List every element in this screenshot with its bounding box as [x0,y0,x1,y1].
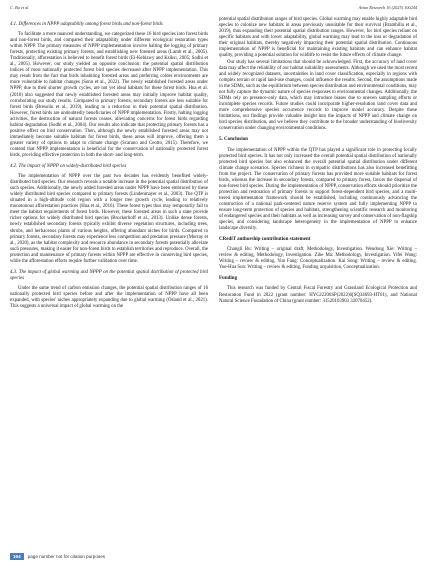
credit-statement: Changli Bu: Writing – original draft, Methodology, Investigation. Wendong Xie: Writing – review & editing, Methodology, Investigation. Zihe Ma: Methodology, Investigation. Yifei Wang: Writing – review & editing. Yun Fang: Conceptualization. Kai Song: Writing – review & editing. Yue-Hua Sun: Writing – review & editing, Funding acquisition, Conceptualization. [219,247,417,271]
section-4-1-heading: 4.1. Differences in NPPP adaptability among forest birds and non-forest birds [10,22,163,27]
left-column [10,17,208,311]
footer-note: page number not for citation purposes [27,554,106,559]
credit-heading: CRediT authorship contribution statement [219,237,311,243]
paragraph: Under the same trend of carbon emission changes, the potential spatial distribution ranges of 16 nationally protected bird species before and after the implementation of NPPP have all been expanded, with species' niches appropriately expanding due to global warming (Osland et al., 2021). This suggests a universal impact of global warming on the [10,285,208,310]
funding-statement: This research was funded by Central Fiscal Forestry and Grassland Ecological Protection and Restoration Fund in 2022 (grant number: HYGJ2206SP(2022)6[SQ34693-HT01), and National Natural Science Foundation of China (grant number: 31520103903 32070452). [219,286,417,304]
running-header-journal: Avian Research 16 (2025) 100244 [358,5,417,10]
paragraph: The implementation of NPPP within the QTP has played a significant role in protecting locally protected bird species. It has not only increased the overall potential spatial distribution of nationally protected bird species but also enhanced the overall potential spatial distribution under different climate change scenarios. Species richness in sympatric distributions has also increased benefitting from the project. The conservation of primary forests has provided more suitable habitats for forest birds, whereas the increase in secondary forests, compared to primary forest, favors the dispersal of non-forest bird species. During the implementation of NPPP, conservation efforts should prioritize the protection and restoration of primary forests to support forest-dependent bird species, and a multi-tiered implementation framework should be established, including continuously advancing the construction of a national park-centered nature reserve system and fully implementing NPPP to ensure long-term protection of species and habitats, strengthening scientific research and monitoring of endangered species and their habitats as well as increasing survey and conservation of non-flagship species, and considering landscape heterogeneity in the implementation of NPPP to enhance landscape diversity. [219,147,417,232]
running-header-authors: C. Bu et al. [10,5,30,10]
paragraph: potential spatial distribution ranges of bird species. Global warming may enable highly adaptable bird species to colonize new habitats in areas previously unsuitable for their survival (Brambilla et al., 2019), thus expanding their potential spatial distribution ranges. However, for bird species reliant on specific habitats and with lower adaptability, global warming may lead to the loss or degradation of their original habitats, thereby negatively impacting their potential spatial distribution. Continuous implementation of NPPP is beneficial for maintaining existing habitats and can enhance habitat quality, providing a potential solution for wildlife to resist the future effects of climate change. [219,17,417,59]
paragraph: Our study has several limitations that should be acknowledged. First, the accuracy of land cover data may affect the reliability of our habitat suitability assessments. Although we used the most recent and widely recognized datasets, uncertainties in land cover classification, especially in regions with complex terrain or rapid land-use changes, could influence the results. Second, the assumptions made in the SDMs, such as the equilibrium between species distribution and environmental conditions, may not fully capture the dynamic nature of species responses to environmental changes. Additionally, the SDMs rely on presence-only data, which may introduce biases due to uneven sampling efforts or incomplete species records. Future studies could incorporate higher-resolution land cover data and more comprehensive species occurrence records to improve model accuracy. Despite these limitations, our findings provide valuable insight into the impacts of NPPP and climate change on bird species distribution, and we believe they contribute to the broader understanding of biodiversity conservation under changing environmental conditions. [219,59,417,132]
article-body [10,17,417,311]
right-column [219,17,417,311]
page-number: 164 [10,553,24,560]
conclusion-heading: 5. Conclusion [219,137,248,143]
section-4-3-heading: 4.3. The impact of global warming and NPPP on the potential spatial distribution of protected bird species [10,269,208,281]
paragraph: The implementation of NPPP over the past two decades has evidently benefited widely-distributed bird species. Our research reveals a notable increase in the potential spatial distribution of such species. Additionally, the newly added forested areas under NPPP have been embraced by these widely distributed bird species compared to primary forests (Lindenmayer et al., 2003). The QTP is situated in a high-altitude cold region with a longer tree growth cycle, leading to relatively monotonous afforestation practices (Hua et al., 2016). These forest types thus may temporarily fail to meet the habitat requirements of forest birds. However, these forested areas in such a state provide richer options for widely distributed bird species (Brockerhoff et al., 2013). Unlike dense forests, newly established secondary forests typically exhibit diverse vegetation structures, including trees, shrubs, and herbaceous plants of various heights, offering abundant niches for birds. Compared to primary forests, secondary forests may experience less competition and predation pressure (Murray et al., 2020), as the habitat complexity and resource abundance in secondary forests potentially alleviate such pressures, making it easier for non-forest birds to establish territories and reproduce. Overall, the protection and maintenance of primary forests within NPPP are effective in conserving bird species, while the afforestation efforts require further validation over time. [10,174,208,264]
paragraph: To facilitate a more nuanced understanding, we categorized these 16 bird species into forest birds and non-forest birds, and compared their adaptability under different ecological restoration types within NPPP. The primary measures of NPPP implementation involve halting the logging of primary forests, protecting existing primary forests, and establishing new forested areas (Lamb et al., 2005). Traditionally, afforestation is believed to benefit forest birds (El-Keblawy and Ksiksi, 2005; Sodhi et al., 2005). However, our study yielded an opposite conclusion: the potential spatial distribution indices of most nationally protected forest bird species decreased after NPPP implementation. This may result from the fact that birds inhabiting forested areas and preferring colder environments are more vulnerable to habitat changes (Sonn et al., 2022). The newly established forested areas under NPPP, due to their shorter growth cycles, are not yet ideal habitats for these forest birds. Hua et al. (2018) also suggested that newly established forested areas may initially improve habitat quality, corroborating our study results. Compared to primary forests, secondary forests are less suitable for forest birds (Bresolin et al., 2019), leading to a reduction in their potential spatial distribution. However, forest birds are undoubtedly beneficiaries of NPPP implementation. Firstly, halting logging activities, the destruction of natural forests ceases, alleviating concerns for forest birds regarding habitat degradation (Sodhi et al., 2004). Our results also indicate that protecting primary forests has a positive effect on bird conservation. Then, although the newly established forested areas may not immediately become suitable habitats for forest birds, these areas will improve, offering them a greater variety of options to adapt to climate change (Scarano and Ceotto, 2015). Therefore, we contend that NPPP implementation is beneficial for the conservation of nationally protected forest birds, providing effective protection in both the short- and long-term. [10,32,208,158]
funding-heading: Funding [219,276,238,282]
section-4-2-heading: 4.2. The impact of NPPP on widely-distributed bird species [10,164,127,170]
page-footer [10,553,105,560]
